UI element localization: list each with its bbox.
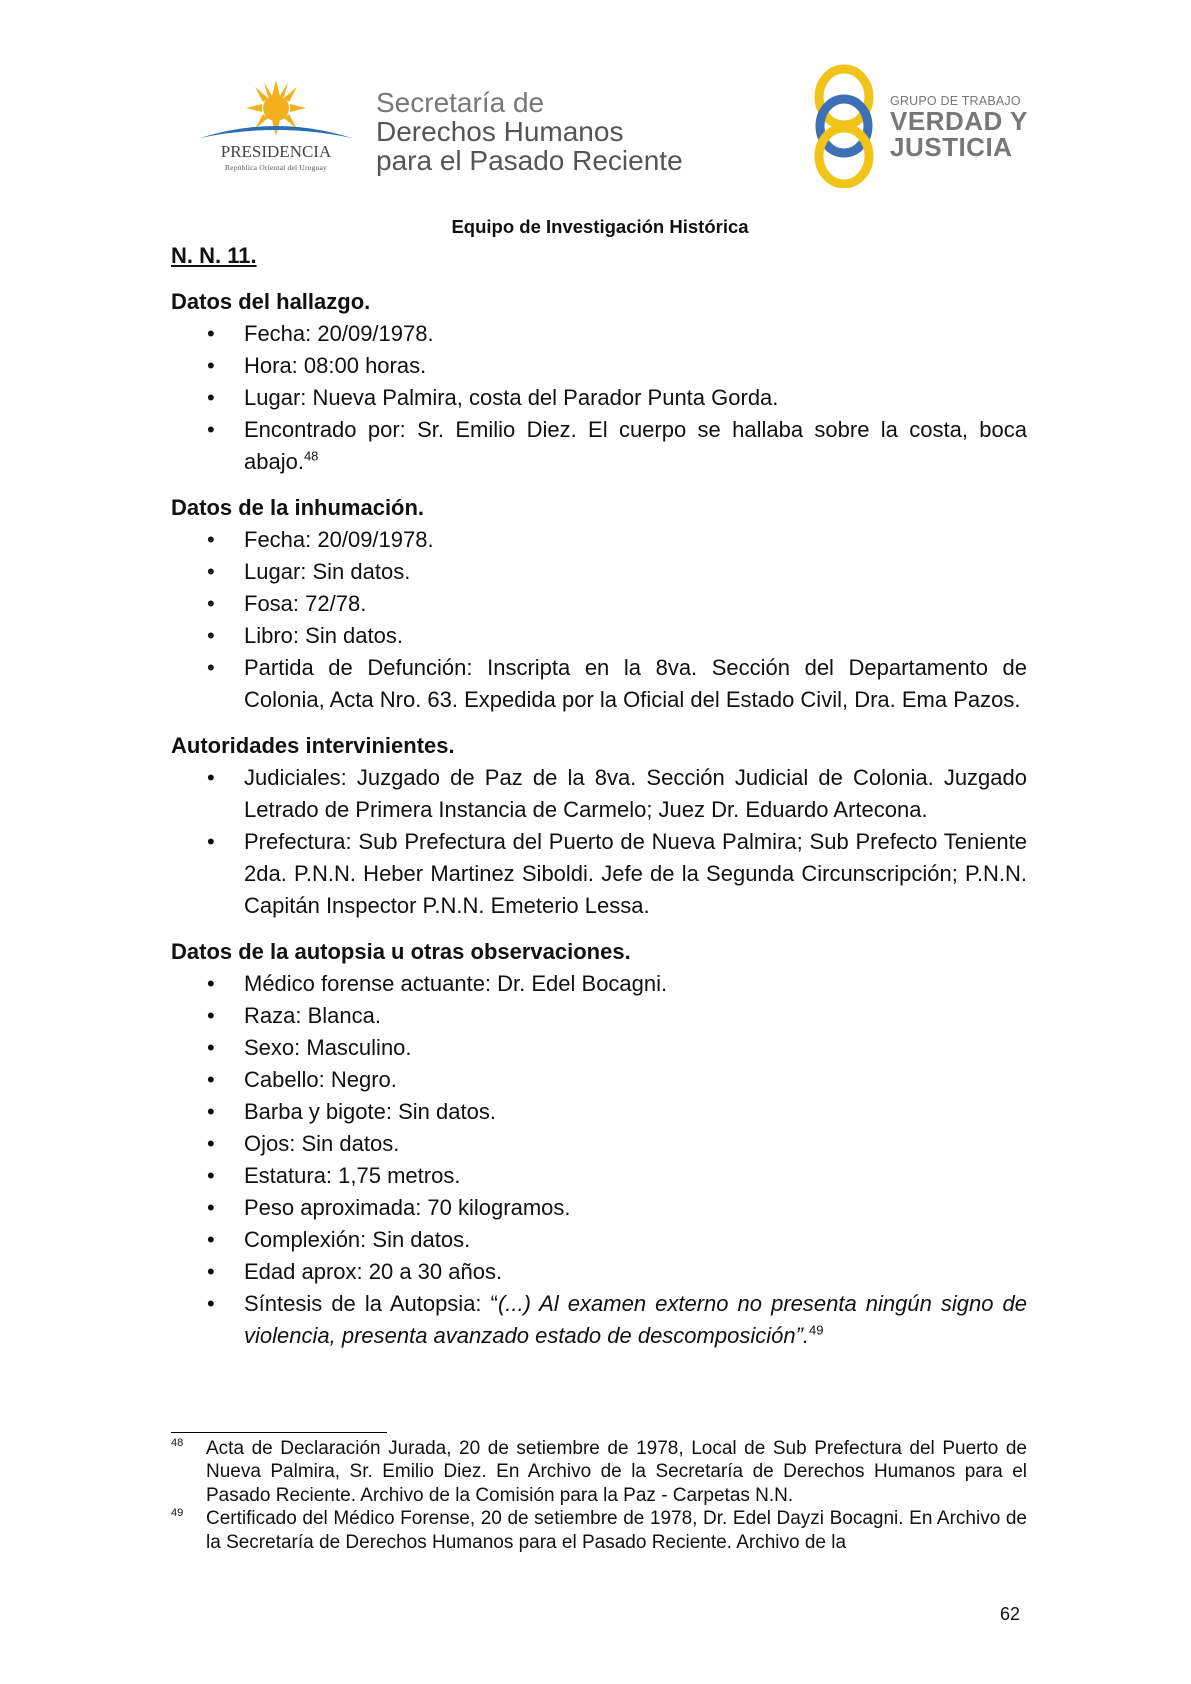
sun-icon <box>198 80 354 144</box>
page-number: 62 <box>1000 1604 1021 1624</box>
presidencia-name: PRESIDENCIA <box>220 142 332 161</box>
list-item: • Estatura: 1,75 metros. <box>171 1160 1027 1192</box>
document-title: N. N. 11. <box>171 243 257 268</box>
vj-small-text: GRUPO DE TRABAJO <box>890 94 1021 108</box>
list-item: • Sexo: Masculino. <box>171 1032 1027 1064</box>
section-heading: Datos de la autopsia u otras observaciones. <box>171 939 631 964</box>
list-item: • Ojos: Sin datos. <box>171 1128 1027 1160</box>
list-item: • Peso aproximada: 70 kilogramos. <box>171 1192 1027 1224</box>
footnote: 48 Acta de Declaración Jurada, 20 de setiembre de 1978, Local de Sub Prefectura del Puerto de Nueva Palmira, Sr. Emilio Diez. En Archivo de la Secretaría de Derechos Humanos para el Pasado Reciente. Archivo de la Comisión para la Paz - Carpetas N.N. <box>171 1437 1027 1506</box>
list-item: • Libro: Sin datos. <box>171 620 1027 652</box>
list-item <box>171 1288 1027 1352</box>
list-item: • Cabello: Negro. <box>171 1064 1027 1096</box>
verdad-justicia-logo <box>812 64 1032 188</box>
section-heading: Datos del hallazgo. <box>171 289 371 314</box>
list-item: • Médico forense actuante: Dr. Edel Bocagni. <box>171 968 1027 1000</box>
list-item: • Partida de Defunción: Inscripta en la 8va. Sección del Departamento de Colonia, Acta Nro. 63. Expedida por la Oficial del Estado Civil, Dra. Ema Pazos. <box>171 652 1027 716</box>
vj-line-1: VERDAD Y <box>890 106 1028 136</box>
footnotes <box>171 1437 1027 1554</box>
autoridades-list <box>171 762 1027 922</box>
list-item: • Edad aprox: 20 a 30 años. <box>171 1256 1027 1288</box>
footnote-ref[interactable]: 48 <box>303 448 319 464</box>
hallazgo-list <box>171 318 1027 478</box>
secretaria-line-2: Derechos Humanos <box>376 116 624 147</box>
footnote-ref[interactable]: 49 <box>809 1322 824 1338</box>
list-item: • Judiciales: Juzgado de Paz de la 8va. Sección Judicial de Colonia. Juzgado Letrado de Primera Instancia de Carmelo; Juez Dr. Eduardo Artecona. <box>171 762 1027 826</box>
presidencia-subtitle: República Oriental del Uruguay <box>224 163 327 172</box>
team-header: Equipo de Investigación Histórica <box>451 216 749 237</box>
synthesis-quote: (...) Al examen externo no presenta ningún signo de violencia, presenta avanzado estado de descomposición”. <box>244 1291 1028 1348</box>
document-body <box>171 240 1027 1352</box>
footnote-text: Acta de Declaración Jurada, 20 de setiembre de 1978, Local de Sub Prefectura del Puerto de Nueva Palmira, Sr. Emilio Diez. En Archivo de la Secretaría de Derechos Humanos para el Pasado Reciente. Archivo de la Comisión para la Paz - Carpetas N.N. <box>206 1438 1027 1506</box>
secretaria-line-3: para el Pasado Reciente <box>376 145 683 176</box>
rings-icon <box>812 64 882 188</box>
list-item: • Complexión: Sin datos. <box>171 1224 1027 1256</box>
section-heading: Datos de la inhumación. <box>171 495 425 520</box>
section-heading: Autoridades intervinientes. <box>171 733 455 758</box>
autopsia-list <box>171 968 1027 1352</box>
vj-line-2: JUSTICIA <box>890 132 1013 162</box>
footnote-divider <box>171 1432 387 1433</box>
secretaria-line-1: Secretaría de <box>376 87 545 118</box>
list-item: • Fecha: 20/09/1978. <box>171 318 1027 350</box>
inhumacion-list <box>171 524 1027 716</box>
list-item: • Fosa: 72/78. <box>171 588 1027 620</box>
synthesis-label: Síntesis de la Autopsia: “ <box>244 1291 498 1316</box>
secretaria-logo-text <box>376 88 683 175</box>
footnote: 49 Certificado del Médico Forense, 20 de setiembre de 1978, Dr. Edel Dayzi Bocagni. En Archivo de la Secretaría de Derechos Humanos para el Pasado Reciente. Archivo de la <box>171 1507 1027 1553</box>
list-item: • Fecha: 20/09/1978. <box>171 524 1027 556</box>
presidencia-logo <box>198 80 354 176</box>
list-item <box>171 414 1027 478</box>
footnote-text: Certificado del Médico Forense, 20 de setiembre de 1978, Dr. Edel Dayzi Bocagni. En Archivo de la Secretaría de Derechos Humanos para el Pasado Reciente. Archivo de la <box>206 1508 1027 1553</box>
list-item: • Barba y bigote: Sin datos. <box>171 1096 1027 1128</box>
list-item-text: Encontrado por: Sr. Emilio Diez. El cuerpo se hallaba sobre la costa, boca abajo. <box>244 417 1027 474</box>
list-item: • Prefectura: Sub Prefectura del Puerto de Nueva Palmira; Sub Prefecto Teniente 2da. P.N.N. Heber Martinez Siboldi. Jefe de la Segunda Circunscripción; P.N.N. Capitán Inspector P.N.N. Emeterio Lessa. <box>171 826 1027 922</box>
list-item: • Lugar: Nueva Palmira, costa del Parador Punta Gorda. <box>171 382 1027 414</box>
list-item: • Lugar: Sin datos. <box>171 556 1027 588</box>
list-item: • Hora: 08:00 horas. <box>171 350 1027 382</box>
list-item: • Raza: Blanca. <box>171 1000 1027 1032</box>
